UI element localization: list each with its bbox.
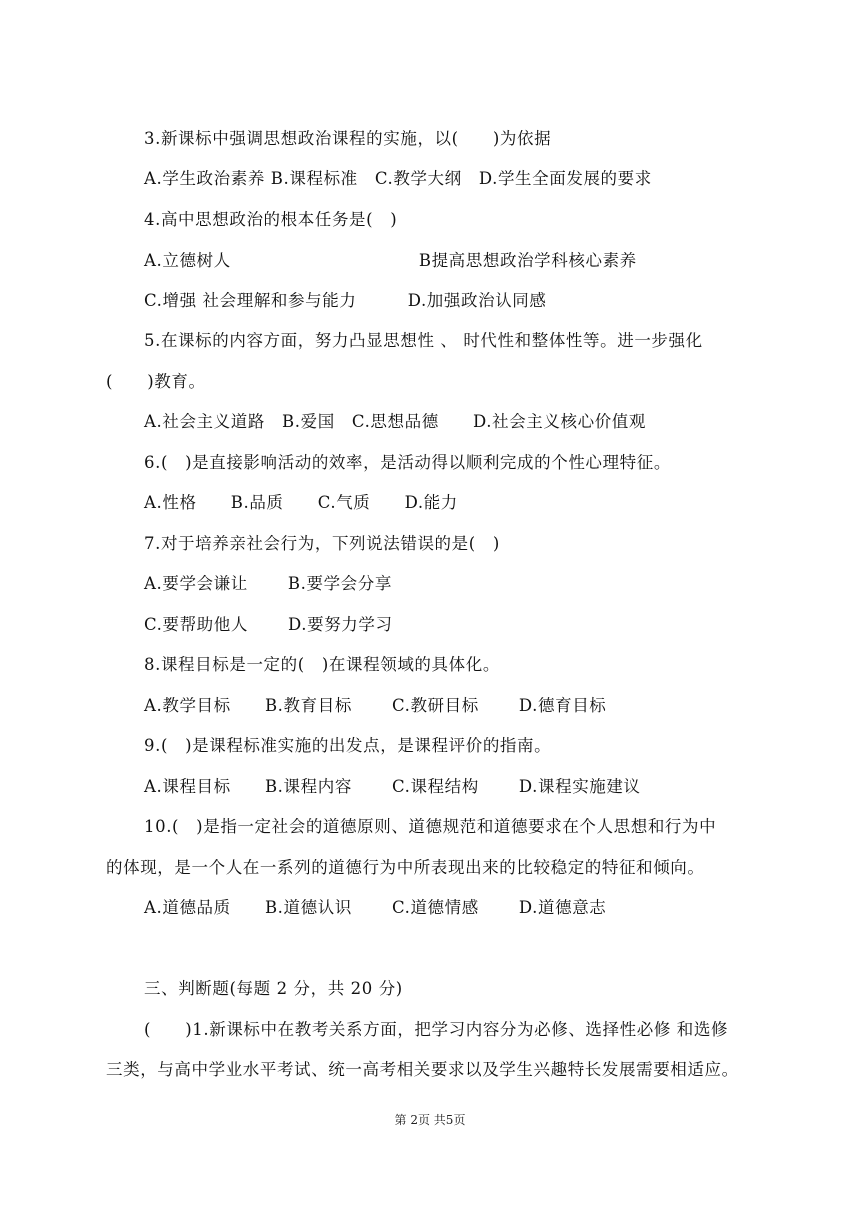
question-3-stem: 3.新课标中强调思想政治课程的实施，以( )为依据: [144, 129, 552, 148]
question-3-options: A.学生政治素养 B.课程标准 C.教学大纲 D.学生全面发展的要求: [144, 169, 652, 188]
question-10-stem-line1: 10.( )是指一定社会的道德原则、道德规范和道德要求在个人思想和行为中: [144, 817, 717, 836]
page-footer: 第 2页 共5页: [394, 1113, 466, 1127]
question-6-stem: 6.( )是直接影响活动的效率，是活动得以顺利完成的个性心理特征。: [144, 453, 671, 472]
question-8-options: A.教学目标 B.教育目标 C.教研目标 D.德育目标: [144, 696, 607, 715]
section-3-heading: 三、判断题(每题 2 分，共 20 分): [144, 979, 403, 998]
question-6-options: A.性格 B.品质 C.气质 D.能力: [144, 493, 458, 512]
question-9-options: A.课程目标 B.课程内容 C.课程结构 D.课程实施建议: [144, 777, 641, 796]
question-10-options: A.道德品质 B.道德认识 C.道德情感 D.道德意志: [144, 898, 607, 917]
question-5-stem-line1: 5.在课标的内容方面，努力凸显思想性 、 时代性和整体性等。进一步强化: [144, 331, 703, 350]
question-4-options-line2: C.增强 社会理解和参与能力 D.加强政治认同感: [144, 291, 547, 310]
question-5-stem-line2: ( )教育。: [106, 372, 206, 391]
question-7-options-line1: A.要学会谦让 B.要学会分享: [144, 574, 392, 593]
question-4-options-line1: A.立德树人 B提高思想政治学科核心素养: [144, 251, 637, 270]
question-7-stem: 7.对于培养亲社会行为，下列说法错误的是( ): [144, 534, 500, 553]
question-7-options-line2: C.要帮助他人 D.要努力学习: [144, 615, 393, 634]
question-10-stem-line2: 的体现，是一个人在一系列的道德行为中所表现出来的比较稳定的特征和倾向。: [106, 858, 705, 877]
question-4-stem: 4.高中思想政治的根本任务是( ): [144, 210, 398, 229]
judgment-question-1-line2: 三类，与高中学业水平考试、统一高考相关要求以及学生兴趣特长发展需要相适应。: [106, 1060, 739, 1079]
question-9-stem: 9.( )是课程标准实施的出发点，是课程评价的指南。: [144, 736, 552, 755]
judgment-question-1-line1: ( )1.新课标中在教考关系方面，把学习内容分为必修、选择性必修 和选修: [144, 1020, 729, 1039]
question-8-stem: 8.课程目标是一定的( )在课程领域的具体化。: [144, 655, 500, 674]
question-5-options: A.社会主义道路 B.爱国 C.思想品德 D.社会主义核心价值观: [144, 412, 646, 431]
